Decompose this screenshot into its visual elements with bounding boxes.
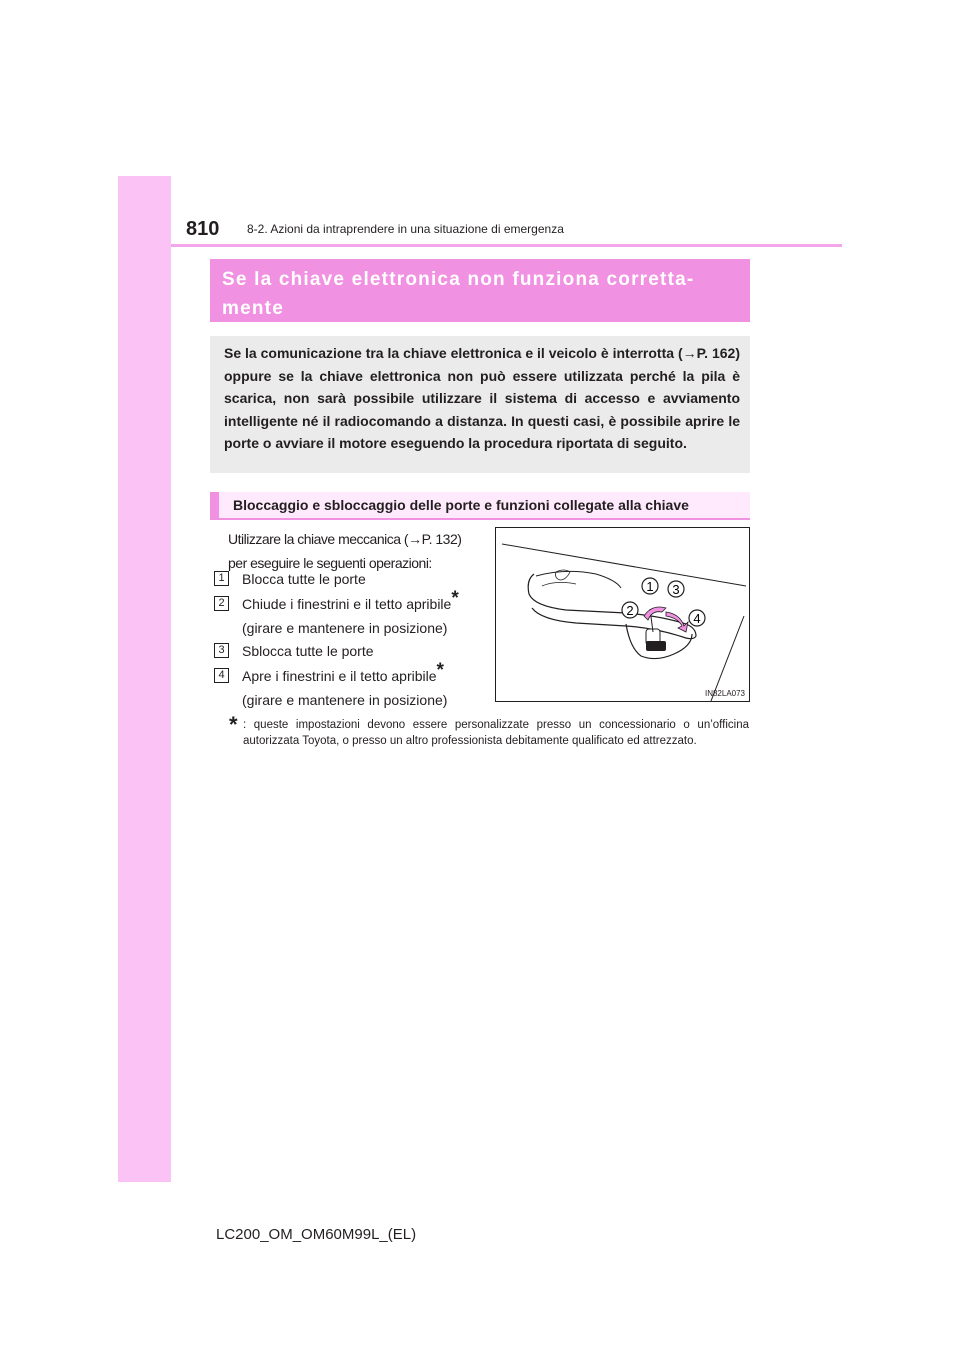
intro-line2: per eseguire le seguenti operazioni: bbox=[228, 555, 432, 571]
footnote-text: : queste impostazioni devono essere personalizzate presso un concessionario o un’officina autorizzata Toyota, o presso un altro professionista debitamente qualificato ed attrezzato. bbox=[243, 719, 749, 747]
intro-line1: Utilizzare la chiave meccanica (→P. 132) bbox=[228, 531, 462, 547]
step-number-4: 4 bbox=[214, 668, 229, 683]
side-color-band bbox=[118, 176, 171, 1182]
callout-2: 2 bbox=[626, 603, 634, 618]
door-handle-illustration bbox=[495, 527, 750, 702]
header-rule bbox=[171, 244, 842, 247]
summary-text: Se la comunicazione tra la chiave elettronica e il veicolo è interrotta (→P. 162) oppure se la chiave elettronica non può essere utilizzata perché la pila è scarica, non sarà possibile utilizzare il sistema di accesso e avviamento intelligente né il radiocomando a distanza. In questi casi, è possibile aprire le porte o avviare il motore eseguendo la procedura riportata di seguito. bbox=[224, 345, 740, 451]
step-text-3: Sblocca tutte le porte bbox=[242, 643, 374, 659]
document-code-footer: LC200_OM_OM60M99L_(EL) bbox=[216, 1226, 417, 1243]
step-number-3: 3 bbox=[214, 643, 229, 658]
step-number-1: 1 bbox=[214, 571, 229, 586]
step-number-2: 2 bbox=[214, 596, 229, 611]
step-text-4: Apre i finestrini e il tetto apribile bbox=[242, 668, 437, 684]
step-3 bbox=[214, 639, 494, 663]
step-2 bbox=[214, 588, 494, 640]
subsection-header: Bloccaggio e sbloccaggio delle porte e funzioni collegate alla chiave bbox=[210, 492, 750, 520]
step-subtext-4: (girare e mantenere in posizione) bbox=[242, 692, 448, 708]
page-title bbox=[210, 259, 750, 322]
summary-box bbox=[210, 336, 750, 473]
callout-1: 1 bbox=[646, 579, 654, 594]
step-text-2: Chiude i finestrini e il tetto apribile bbox=[242, 596, 452, 612]
page-title-line1: Se la chiave elettronica non funziona corretta- bbox=[222, 269, 695, 290]
asterisk-mark: * bbox=[436, 660, 444, 681]
step-4 bbox=[214, 660, 494, 712]
footnote bbox=[229, 712, 749, 749]
section-title: 8-2. Azioni da intraprendere in una situazione di emergenza bbox=[247, 222, 564, 236]
footnote-asterisk: * bbox=[229, 712, 238, 737]
callout-4: 4 bbox=[693, 611, 701, 626]
step-text-1: Blocca tutte le porte bbox=[242, 571, 366, 587]
figure-id: IN82LA073 bbox=[704, 689, 745, 698]
door-handle-drawing bbox=[496, 528, 749, 701]
page-number: 810 bbox=[186, 218, 220, 240]
page-title-line2: mente bbox=[222, 298, 284, 319]
callout-3: 3 bbox=[672, 582, 680, 597]
asterisk-mark: * bbox=[451, 588, 459, 609]
step-subtext-2: (girare e mantenere in posizione) bbox=[242, 620, 448, 636]
